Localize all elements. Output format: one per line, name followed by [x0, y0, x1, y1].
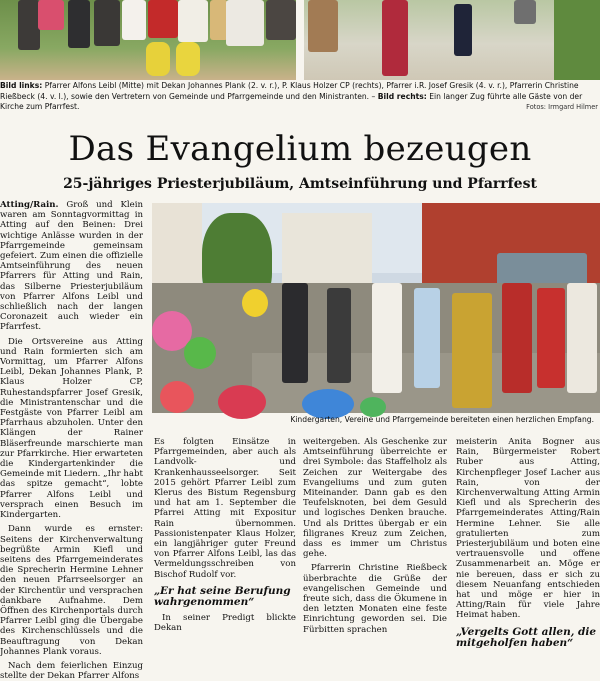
article-paragraph: meisterin Anita Bogner aus Rain, Bürgermeister Robert Ruber aus Atting, Kirchenpfleger Josef Lacher aus Rain, von der Kirchenverwaltung Atting Armin Kiefl und als Sprecherin des Pfarrgemeinderates Atting/Rain Hermine Lehner. Sie alle gratulierten zum Priesterjubiläum und boten eine vertrauensvolle und offene Zusammenarbeit an. Möge er nie bereuen, dass er sich zu diesem Neuanfang entschieden hat und möge er hier in Atting/Rain für viele Jahre Heimat haben. [456, 437, 600, 621]
article-paragraph: Nach dem feierlichen Einzug stellte der Dekan Pfarrer Alfons [0, 660, 143, 681]
article-paragraph: In seiner Predigt blickte Dekan [154, 612, 296, 634]
photo-figure [68, 0, 90, 48]
flower-numeral-5 [176, 42, 200, 76]
main-photo [152, 203, 600, 413]
caption-left-label: Bild links: [0, 81, 43, 90]
photo-figure [122, 0, 146, 40]
article-paragraph: Dann wurde es ernster: Seitens der Kirchenverwaltung begrüßte Armin Kiefl und seitens des Pfarrgemeinderates die Sprecherin Hermine Lehner den neuen Pfarrseelsorger an der Kirchentür und versprachen dankbare Aufnahme. Dem Öffnen des Kirchenportals durch Pfarrer Leibl ging die Übergabe des Kirchenschlüssels und die Beauftragung von Dekan Johannes Plank voraus. [0, 524, 143, 657]
photo-figure [452, 293, 492, 408]
article-paragraph: Die Ortsvereine aus Atting und Rain formierten sich am Vormittag, um Pfarrer Alfons Leibl, Dekan Johannes Plank, P. Klaus Holzer CP, Ruhestandspfarrer Josef Gresik, die Ministrantenschar und die Festgäste von Pfarrer Leibl am Pfarrhaus abzuholen. Unter den Klängen der Rainer Bläserfreunde marschierte man zur Pfarrkirche. Hier erwarteten die Kindergartenkinder die Gemeinde mit Liedern. „Ihr habt das spitze gemacht“, lobte Pfarrer Alfons Leibl und versprach einen Besuch im Kindergarten. [0, 336, 143, 521]
headline: Das Evangelium bezeugen [68, 129, 532, 169]
caption-right-label: Bild rechts: [377, 91, 427, 101]
photo-left [0, 0, 296, 80]
photo-figure [382, 0, 408, 76]
photo-figure [554, 0, 600, 80]
photo-figure [327, 288, 351, 383]
photo-figure [94, 0, 120, 46]
article-paragraph: Es folgten Einsätze in Pfarrgemeinden, aber auch als Landvolk- und Krankenhausseelsorger. Seit 2015 gehört Pfarrer Leibl zum Klerus des Bistum Regensburg und hat am 1. September die Pfarrei Atting mit Expositur Rain übernommen. Passionistenpater Klaus Holzer, ein langjähriger guter Freund von Pfarrer Alfons Leibl, las das Vermeldungsschreiben von Bischof Rudolf vor. [154, 437, 296, 580]
photo-figure [502, 283, 532, 393]
article-subheading: „Vergelts Gott allen, die mitgeholfen haben“ [456, 625, 597, 650]
balloon [242, 289, 268, 317]
caption-left-text: Pfarrer Alfons Leibl (Mitte) mit Dekan Johannes Plank (2. v. r.), P. Klaus Holzer CP (rechts), Pfarrer i.R. Josef Gresik (4. v. r.), Pfarrerin Christine Rießbeck (4. v. l.), sowie den Vertretern von Gemeinde und Pfarrgemeinde und den Ministranten. – [0, 81, 579, 101]
photo-figure [514, 0, 536, 24]
balloon [160, 381, 194, 413]
photo-figure [372, 283, 402, 393]
article-paragraph: Pfarrerin Christine Rießbeck überbrachte die Grüße der evangelischen Gemeinde und freute sich, dass die Ökumene in den letzten Monaten eine feste Einrichtung geworden sei. Die Fürbitten sprachen [303, 563, 447, 635]
photo-figure [454, 4, 472, 56]
photo-figure [308, 0, 338, 52]
photo-building [152, 203, 202, 293]
photo-figure [414, 288, 440, 388]
main-photo-caption: Kindergarten, Vereine und Pfarrgemeinde bereiteten einen herzlichen Empfang. [290, 415, 594, 424]
photo-figure [148, 0, 178, 38]
photo-figure [178, 0, 208, 42]
flower-numeral-2 [146, 42, 170, 76]
photo-credit: Fotos: Irmgard Hilmer [526, 103, 598, 111]
dateline: Atting/Rain. [0, 200, 59, 210]
photo-figure [266, 0, 296, 40]
article-column-1 [0, 200, 143, 681]
article-column-2 [154, 437, 296, 634]
article-paragraph [0, 200, 143, 333]
caption-right-text: Ein langer Zug führte alle Gäste von der Kirche zum Pfarrfest. [0, 91, 583, 112]
photo-figure [567, 283, 597, 393]
paragraph-text: Groß und Klein waren am Sonntagvormittag in Atting auf den Beinen: Drei wichtige Anlässe wurden in der Pfarrgemeinde gemeinsam gefeiert. Zum einen die offizielle Amtseinführung des neuen Pfarrers für Atting und Rain, das Silberne Priesterjubiläum von Pfarrer Alfons Leibl und schließlich nach der langen Coronazeit auch wieder ein Pfarrfest. [0, 200, 143, 333]
photo-building [282, 213, 372, 283]
article-paragraph: weitergeben. Als Geschenke zur Amtseinführung überreichte er drei Symbole: das Staffelholz als Zeichen zur Weitergabe des Evangeliums und zum guten Miteinander. Dann gab es den Teufelsknoten, bei dem Gesuld und logisches Denken brauche. Und als Drittes übergab er ein filigranes Kreuz zum Zeichen, dass es immer um Christus gehe. [303, 437, 447, 560]
article-column-4 [456, 437, 600, 650]
photo-figure [226, 0, 264, 46]
balloon [184, 337, 216, 369]
article-column-3 [303, 437, 447, 635]
photo-right [304, 0, 600, 80]
photo-figure [18, 0, 40, 50]
photo-figure [282, 283, 308, 383]
photo-figure [537, 288, 565, 388]
photo-figure [38, 0, 64, 30]
photo-caption [0, 81, 600, 113]
subheadline: 25-jähriges Priesterjubiläum, Amtseinführung und Pfarrfest [63, 176, 537, 192]
article-subheading: „Er hat seine Berufung wahrgenommen“ [154, 584, 291, 609]
